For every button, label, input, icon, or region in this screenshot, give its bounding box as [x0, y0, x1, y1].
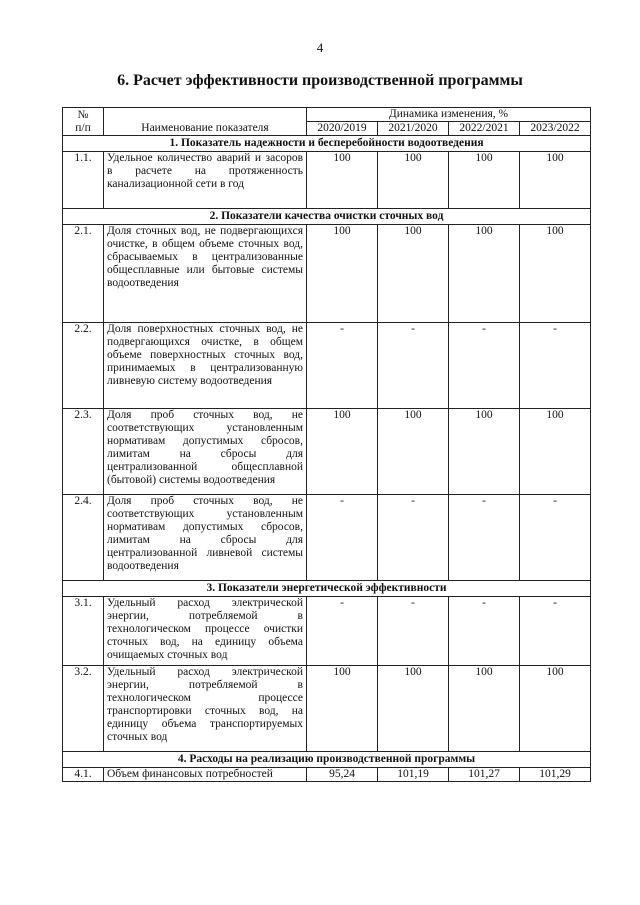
- page-number: 4: [316, 40, 324, 55]
- table-row: [63, 768, 591, 782]
- indicator-value: 101,19: [378, 768, 449, 782]
- header-dynamics: Динамика изменения, %: [307, 108, 591, 122]
- indicator-name: Удельный расход электрической энергии, потребляемой в технологическом процессе транспортировки сточных вод, на единицу объема транспортируемых сточных вод: [104, 666, 307, 752]
- table-body: [63, 136, 591, 782]
- row-number: 3.2.: [63, 666, 104, 752]
- indicator-value: 100: [378, 225, 449, 323]
- row-number: 4.1.: [63, 768, 104, 782]
- indicator-value: -: [378, 323, 449, 409]
- table-row: [63, 152, 591, 209]
- row-number: 1.1.: [63, 152, 104, 209]
- indicator-value: 100: [520, 225, 591, 323]
- indicator-value: -: [378, 495, 449, 581]
- indicator-value: 100: [307, 225, 378, 323]
- indicator-value: -: [307, 597, 378, 666]
- indicator-value: 100: [520, 409, 591, 495]
- indicator-value: 100: [449, 409, 520, 495]
- section-row: [63, 136, 591, 152]
- indicator-value: -: [449, 323, 520, 409]
- indicator-name: Удельный расход электрической энергии, потребляемой в технологическом процессе очистки сточных вод, на единицу объема очищаемых сточных вод: [104, 597, 307, 666]
- row-number: 2.4.: [63, 495, 104, 581]
- indicator-name: Доля проб сточных вод, не соответствующих установленным нормативам допустимых сбросов, лимитам на сбросы для централизованной ливневой системы водоотведения: [104, 495, 307, 581]
- indicator-value: 100: [449, 152, 520, 209]
- table-row: [63, 666, 591, 752]
- indicator-value: 100: [307, 409, 378, 495]
- header-num-top: №: [77, 108, 89, 121]
- page-title: 6. Расчет эффективности производственной программы: [117, 72, 523, 89]
- header-period: 2020/2019: [307, 122, 378, 136]
- header-num: [63, 108, 104, 136]
- section-title: 4. Расходы на реализацию производственной программы: [63, 752, 591, 768]
- indicator-value: 100: [307, 666, 378, 752]
- indicator-value: 100: [449, 666, 520, 752]
- indicator-value: 101,27: [449, 768, 520, 782]
- section-title: 3. Показатели энергетической эффективности: [63, 581, 591, 597]
- header-name: Наименование показателя: [104, 108, 307, 136]
- row-number: 2.3.: [63, 409, 104, 495]
- table-row: [63, 409, 591, 495]
- indicator-value: -: [520, 495, 591, 581]
- section-row: [63, 752, 591, 768]
- section-row: [63, 209, 591, 225]
- indicator-name: Доля сточных вод, не подвергающихся очистке, в общем объеме сточных вод, сбрасываемых в централизованные общесплавные или бытовые системы водоотведения: [104, 225, 307, 323]
- indicator-value: -: [378, 597, 449, 666]
- indicator-name: Объем финансовых потребностей: [104, 768, 307, 782]
- row-number: 3.1.: [63, 597, 104, 666]
- indicator-value: 100: [307, 152, 378, 209]
- indicator-value: 100: [520, 152, 591, 209]
- indicator-name: Доля проб сточных вод, не соответствующих установленным нормативам допустимых сбросов, лимитам на сбросы для централизованной общесплавной (бытовой) системы водоотведения: [104, 409, 307, 495]
- indicator-value: -: [520, 597, 591, 666]
- efficiency-table: [62, 107, 591, 782]
- indicator-value: -: [449, 495, 520, 581]
- table-row: [63, 495, 591, 581]
- table-row: [63, 225, 591, 323]
- indicator-value: 100: [378, 409, 449, 495]
- section-title: 1. Показатель надежности и бесперебойности водоотведения: [63, 136, 591, 152]
- indicator-name: Доля поверхностных сточных вод, не подвергающихся очистке, в общем объеме поверхностных сточных вод, принимаемых в централизованную ливневую систему водоотведения: [104, 323, 307, 409]
- header-row-1: [63, 108, 591, 122]
- row-number: 2.2.: [63, 323, 104, 409]
- indicator-value: 100: [520, 666, 591, 752]
- indicator-value: 100: [378, 152, 449, 209]
- section-title: 2. Показатели качества очистки сточных вод: [63, 209, 591, 225]
- indicator-value: -: [520, 323, 591, 409]
- header-period: 2022/2021: [449, 122, 520, 136]
- table-row: [63, 597, 591, 666]
- header-period: 2021/2020: [378, 122, 449, 136]
- indicator-value: -: [307, 495, 378, 581]
- indicator-name: Удельное количество аварий и засоров в расчете на протяженность канализационной сети в год: [104, 152, 307, 209]
- section-row: [63, 581, 591, 597]
- indicator-value: 100: [449, 225, 520, 323]
- indicator-value: 95,24: [307, 768, 378, 782]
- indicator-value: 101,29: [520, 768, 591, 782]
- table-row: [63, 323, 591, 409]
- row-number: 2.1.: [63, 225, 104, 323]
- indicator-value: -: [449, 597, 520, 666]
- header-period: 2023/2022: [520, 122, 591, 136]
- indicator-value: 100: [378, 666, 449, 752]
- header-num-bottom: п/п: [75, 121, 91, 134]
- indicator-value: -: [307, 323, 378, 409]
